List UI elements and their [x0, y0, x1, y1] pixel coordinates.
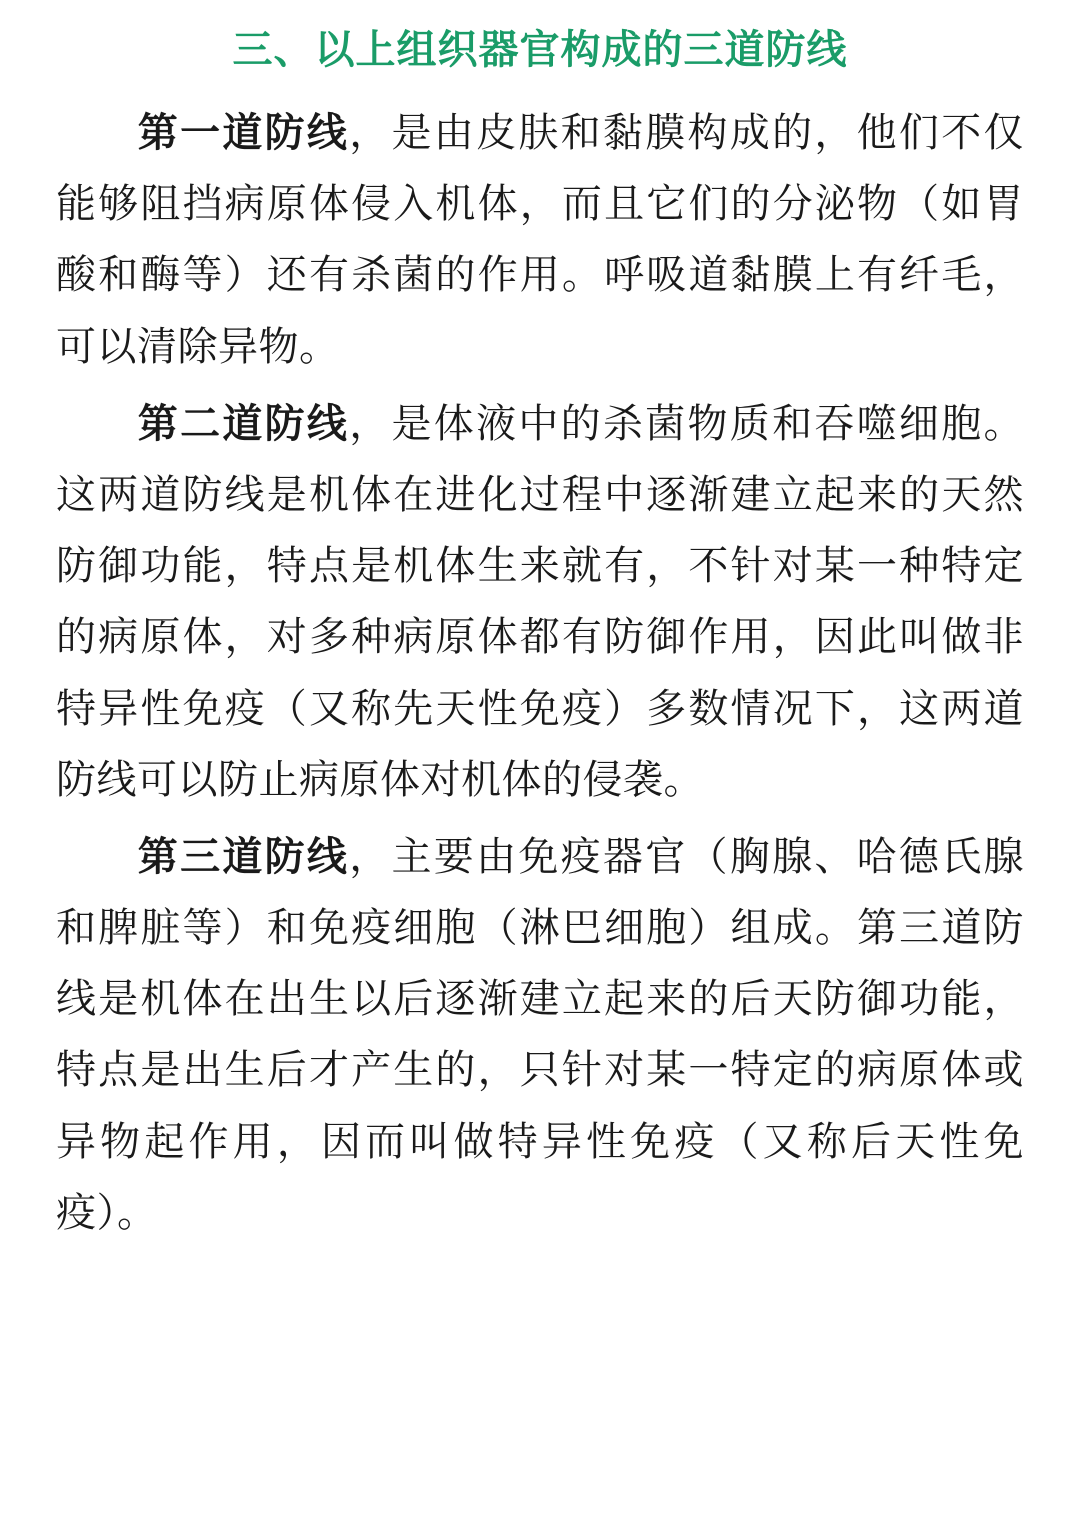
paragraph-2-lead: 第二道防线	[136, 401, 350, 446]
paragraph-2	[56, 389, 1024, 816]
paragraph-1-body: ，是由皮肤和黏膜构成的，他们不仅能够阻挡病原体侵入机体，而且它们的分泌物（如胃酸和酶等）还有杀菌的作用。呼吸道黏膜上有纤毛，可以清除异物。	[56, 111, 1025, 369]
paragraph-3-body: ，主要由免疫器官（胸腺、哈德氏腺和脾脏等）和免疫细胞（淋巴细胞）组成。第三道防线是机体在出生以后逐渐建立起来的后天防御功能，特点是出生后才产生的，只针对某一特定的病原体或异物起作用，因而叫做特异性免疫（又称后天性免疫）。	[56, 834, 1025, 1235]
paragraph-3	[56, 822, 1024, 1249]
page-title: 三、以上组织器官构成的三道防线	[232, 28, 848, 72]
paragraph-1	[56, 98, 1024, 383]
paragraph-3-lead: 第三道防线	[136, 834, 350, 879]
paragraph-1-lead: 第一道防线	[136, 111, 350, 155]
paragraph-2-body: ，是体液中的杀菌物质和吞噬细胞。这两道防线是机体在进化过程中逐渐建立起来的天然防御功能，特点是机体生来就有，不针对某一种特定的病原体，对多种病原体都有防御作用，因此叫做非特异性免疫（又称先天性免疫）多数情况下，这两道防线可以防止病原体对机体的侵袭。	[56, 401, 1025, 802]
